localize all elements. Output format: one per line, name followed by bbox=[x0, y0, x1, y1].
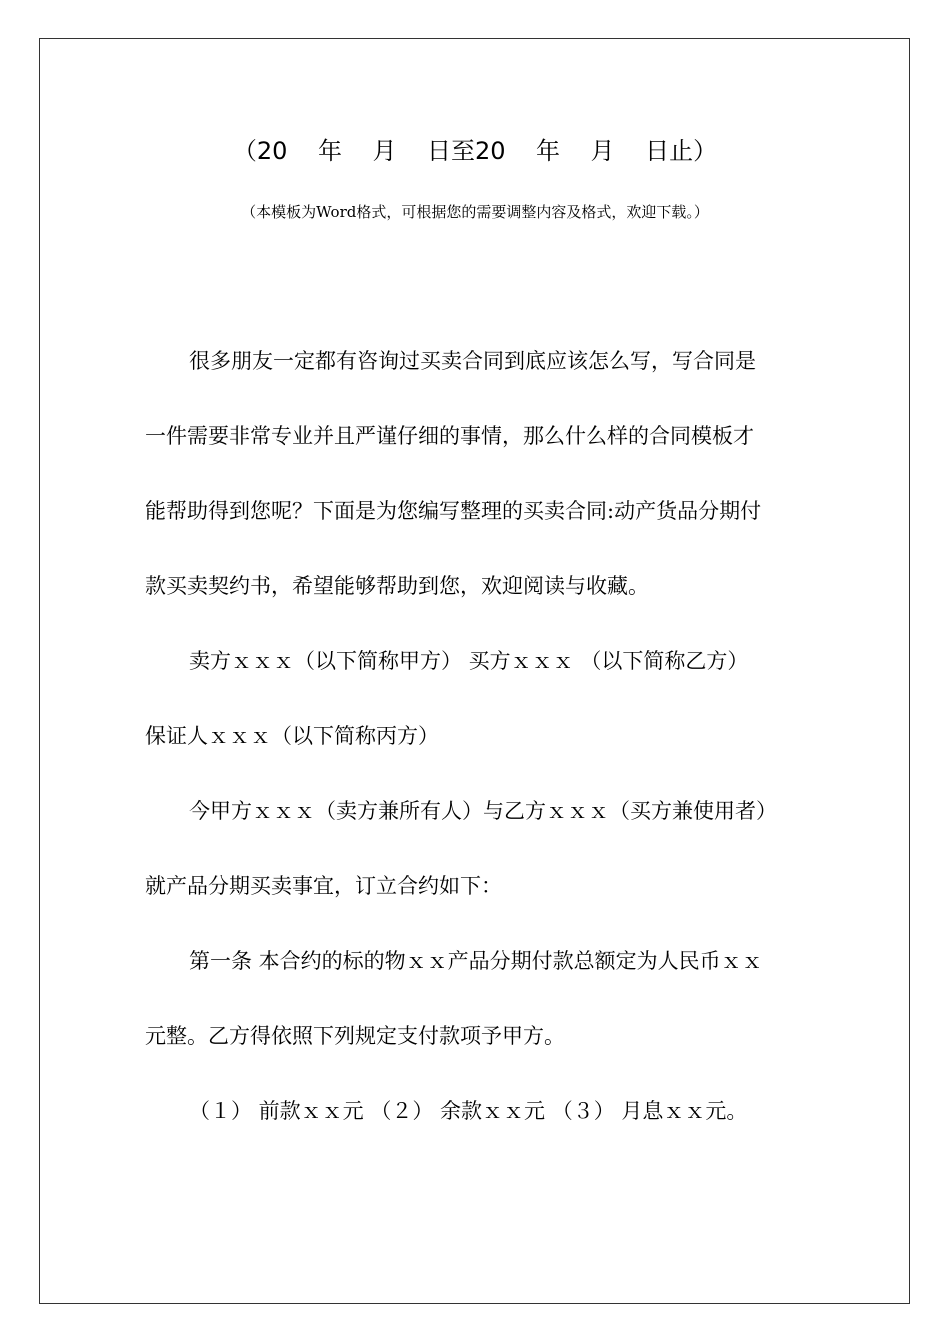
agreement-intro-line-1: 今甲方ｘｘｘ（卖方兼所有人）与乙方ｘｘｘ（买方兼使用者） bbox=[189, 799, 777, 823]
paragraph-1-line-4: 款买卖契约书，希望能够帮助到您，欢迎阅读与收藏。 bbox=[145, 574, 649, 598]
agreement-intro-line-2: 就产品分期买卖事宜，订立合约如下： bbox=[145, 874, 502, 898]
article-1-line-2: 元整。乙方得依照下列规定支付款项予甲方。 bbox=[145, 1024, 565, 1048]
parties-line: 卖方ｘｘｘ（以下简称甲方） 买方ｘｘｘ （以下简称乙方） bbox=[189, 649, 749, 673]
guarantor-line: 保证人ｘｘｘ（以下简称丙方） bbox=[145, 724, 439, 748]
paragraph-1-line-2: 一件需要非常专业并且严谨仔细的事情，那么什么样的合同模板才 bbox=[145, 424, 754, 448]
template-note: （本模板为Word格式，可根据您的需要调整内容及格式，欢迎下载。） bbox=[241, 203, 709, 221]
paragraph-1-line-1: 很多朋友一定都有咨询过买卖合同到底应该怎么写，写合同是 bbox=[189, 349, 756, 373]
paragraph-1-line-3: 能帮助得到您呢？下面是为您编写整理的买卖合同:动产货品分期付 bbox=[145, 499, 762, 523]
date-range-title: （20 年 月 日至20 年 月 日止） bbox=[232, 137, 718, 165]
payment-terms-line: （１） 前款ｘｘ元 （２） 余款ｘｘ元 （３） 月息ｘｘ元。 bbox=[189, 1099, 748, 1123]
article-1-line-1: 第一条 本合约的标的物ｘｘ产品分期付款总额定为人民币ｘｘ bbox=[189, 949, 763, 973]
